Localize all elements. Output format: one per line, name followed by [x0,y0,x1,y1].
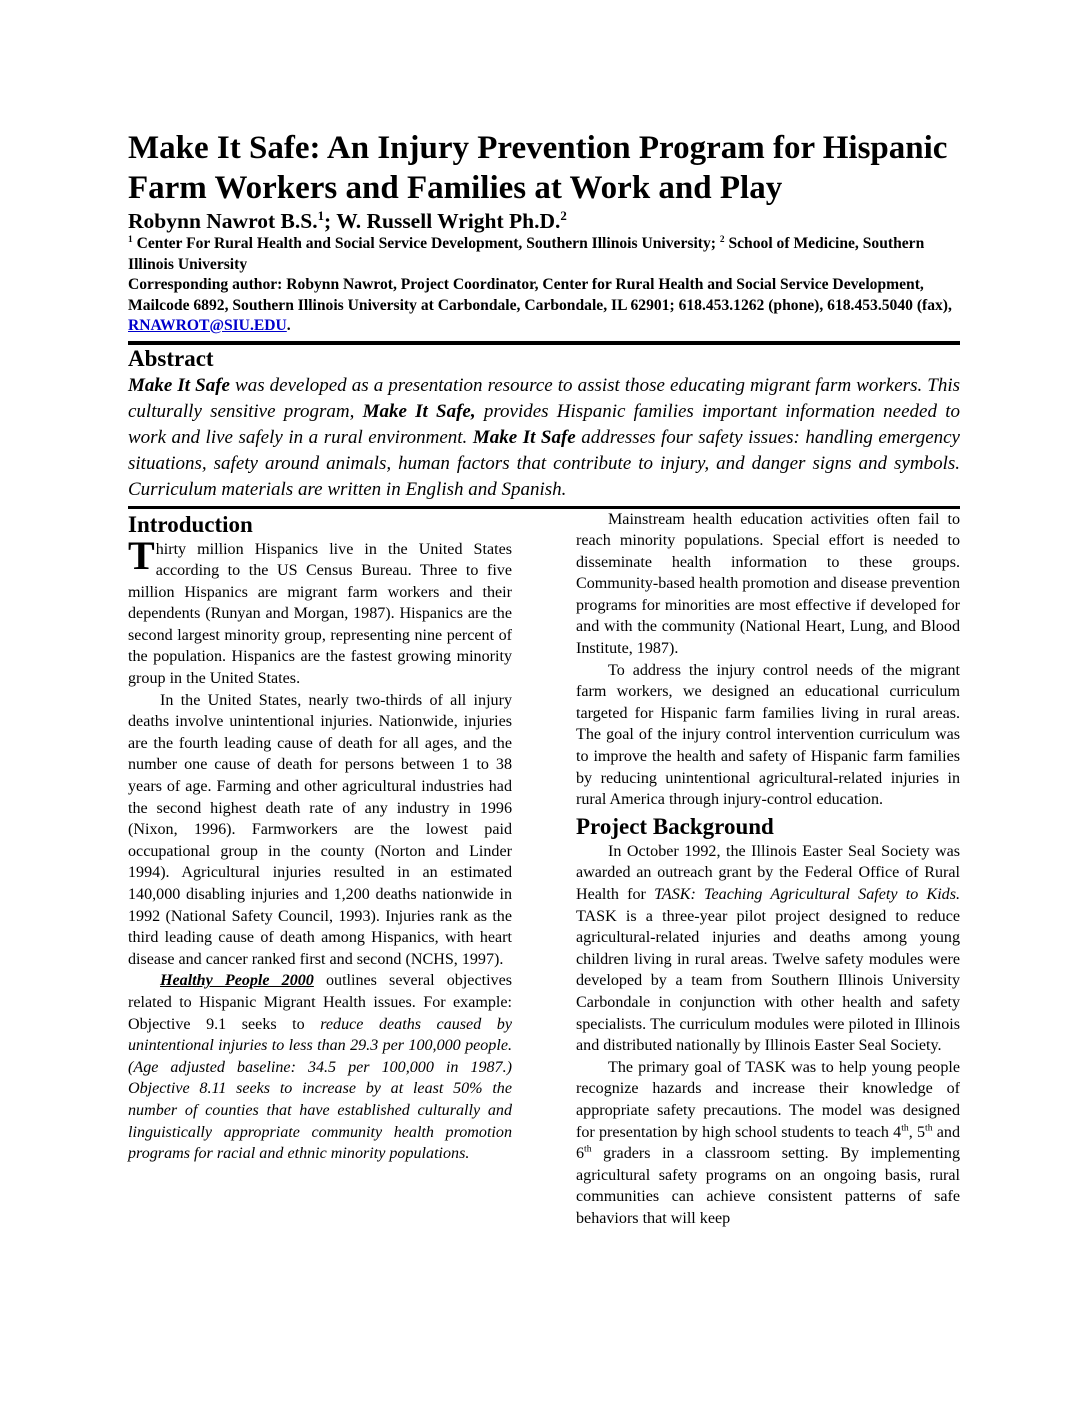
bg-p2-sup-1: th [901,1122,909,1134]
drop-cap: T [128,532,155,578]
abstract-part-2: provides Hispanic families important information needed to work and live safely in a rural environment. [128,400,960,448]
abstract-bold-2: Make It Safe, [362,400,476,422]
aff-sup-2: 2 [719,234,725,245]
right-paragraph-1: Mainstream health education activities often fail to reach minority populations. Special effort is needed to disseminate health information to these groups. Community-based health promotion and disease prevention programs for minorities are most effective if developed for and with the community (National Heart, Lung, and Blood Institute, 1987). [576,510,960,658]
introduction-heading: Introduction [128,511,253,537]
abstract-part-1: was developed as a presentation resource to assist those educating migrant farm workers. This culturally sensitive program, [128,374,961,422]
corresponding-text: Corresponding author: Robynn Nawrot, Project Coordinator, Center for Rural Health and Social Service Development, Mailcode 6892, Southern Illinois University at Carbondale, Carbondale, IL 62901; 618.453.1262 (phone), 618.453.5040 (fax), [128,276,952,314]
body-columns [128,509,960,1230]
abstract-bold-1: Make It Safe [128,374,230,396]
email-link[interactable]: RNAWROT@SIU.EDU [128,317,287,334]
bg-p1-rest: TASK is a three-year pilot project designed to reduce agricultural-related injuries and deaths among young children living in rural areas. Twelve safety modules were developed by a team from Southern Illinois University Carbondale in conjunction with other health and safety specialists. The curriculum modules were piloted in Illinois and distributed nationally by Illinois Easter Seal Society. [576,907,960,1055]
intro-p3-italic: reduce deaths caused by unintentional injuries to less than 29.3 per 100,000 people. (Age adjusted baseline: 34.5 per 100,000 in 1987.) Objective 8.11 seeks to increase by at least 50% the number of counties that have established culturally and linguistically appropriate community health promotion programs for racial and ethnic minority populations. [128,1015,512,1163]
affiliations [128,234,960,275]
bg-p2-c: and 6 [576,1123,960,1163]
project-background-heading: Project Background [576,813,774,839]
corresponding-author [128,275,960,337]
intro-paragraph-2: In the United States, nearly two-thirds of all injury deaths involve unintentional injuries. Nationwide, injuries are the fourth leading cause of death for all ages, and the number one cause of death for persons between 1 to 38 years of age. Farming and other agricultural industries had the second highest death rate of any industry in 1996 (Nixon, 1996). Farmworkers are the lowest paid occupational group in the county (Norton and Linder 1994). Agricultural injuries resulted in an estimated 140,000 disabling injuries and 1,200 deaths nationwide in 1992 (National Safety Council, 1993). Injuries rank as the third leading cause of death among Hispanics, with heart disease and cancer ranked first and second (NCHS, 1997). [128,691,512,968]
bg-p1-text: In October 1992, the Illinois Easter Seal Society was awarded an outreach grant by the Federal Office of Rural Health for [576,842,960,903]
background-paragraph-2 [576,1057,960,1230]
right-column [576,509,960,1230]
bg-p1-italic: TASK: Teaching Agricultural Safety to Kids. [654,886,960,903]
left-column [128,509,512,1230]
aff-text-1: Center For Rural Health and Social Service Development, Southern Illinois University; [132,235,720,252]
abstract-heading: Abstract [128,345,214,371]
author-1-sup: 1 [317,208,325,223]
abstract-text [128,373,960,503]
intro-p3-text: outlines several objectives related to Hispanic Migrant Health issues. For example: Objective 9.1 seeks to [128,972,512,1033]
bg-p2-sup-3: th [584,1143,592,1155]
paper-page [128,128,960,1230]
background-paragraph-1 [576,841,960,1057]
aff-text-2: School of Medicine, Southern Illinois University [128,235,925,273]
aff-sup-1: 1 [128,234,133,245]
bg-p2-a: The primary goal of TASK was to help young people recognize hazards and increase their knowledge of appropriate safety precautions. The model was designed for presentation by high school students to teach 4 [576,1058,960,1141]
intro-paragraph-3 [128,970,512,1164]
abstract-bold-3: Make It Safe [472,426,576,448]
bg-p2-sup-2: th [925,1122,933,1134]
corresponding-end: . [286,317,291,334]
bg-p2-b: , 5 [908,1123,926,1141]
author-separator: ; [324,209,337,233]
author-2: W. Russell Wright Ph.D. [336,209,561,233]
bg-p2-d: graders in a classroom setting. By implementing agricultural safety programs on an ongoing basis, rural communities can achieve consistent patterns of safe behaviors that will keep [576,1145,960,1227]
abstract-part-3: addresses four safety issues: handling emergency situations, safety around animals, human factors that contribute to injury, and danger signs and symbols. Curriculum materials are written in English and Spanish. [128,426,960,500]
healthy-people-link: Healthy People 2000 [160,972,314,990]
intro-paragraph-1 [128,532,512,690]
intro-p1-text: hirty million Hispanics live in the United States according to the US Census Bureau. Three to five million Hispanics are migrant farm workers and their dependents (Runyan and Morgan, 1987). Hispanics are the second largest minority group, representing nine percent of the population. Hispanics are the fastest growing minority group in the United States. [128,540,512,688]
author-1: Robynn Nawrot B.S. [128,209,318,233]
author-line [128,208,960,234]
paper-title: Make It Safe: An Injury Prevention Program for Hispanic Farm Workers and Families at Work and Play [128,130,948,206]
right-paragraph-2: To address the injury control needs of the migrant farm workers, we designed an educational curriculum targeted for Hispanic farm families living in rural areas. The goal of the injury control intervention curriculum was to improve the health and safety of Hispanic farm families by reducing unintentional agricultural-related injuries in rural America through injury-control education. [576,661,960,809]
author-2-sup: 2 [560,208,567,223]
